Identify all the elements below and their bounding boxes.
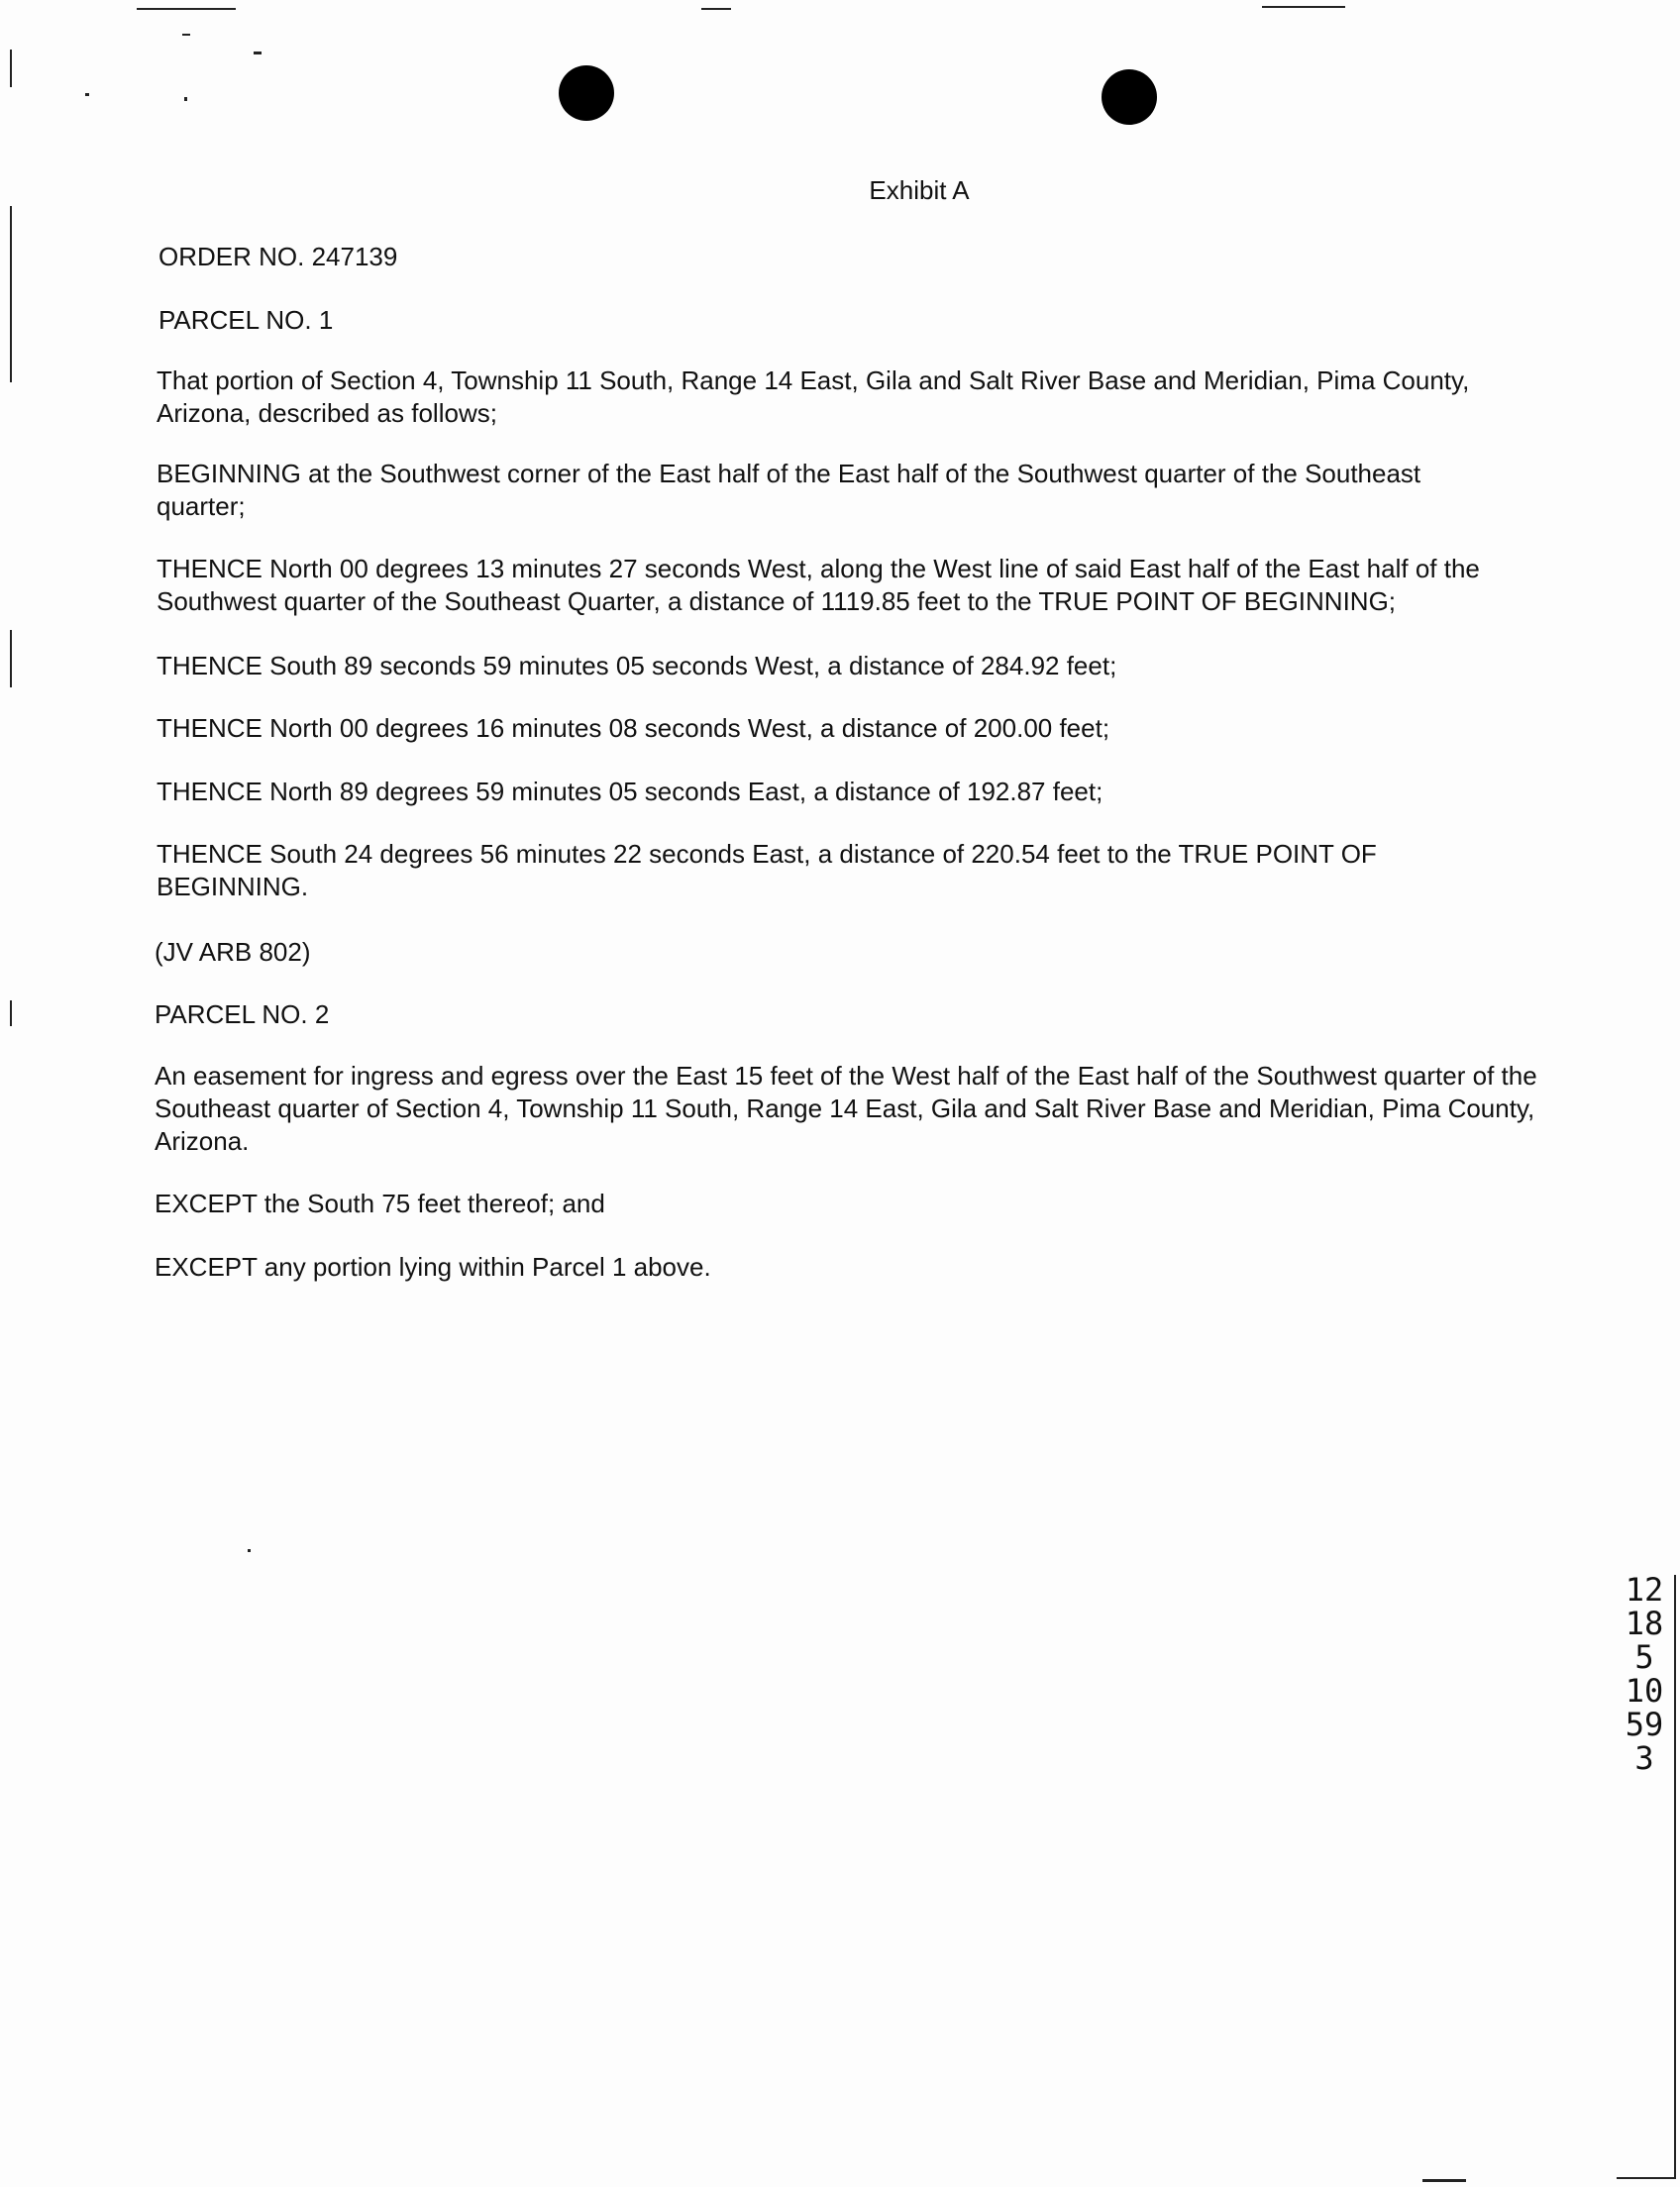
scan-line-top-center [701,8,731,10]
parcel-2-exception-1: EXCEPT the South 75 feet thereof; and [155,1189,605,1218]
scan-line-bottom-right [1617,2177,1676,2179]
scan-edge-left-3 [10,630,12,687]
scan-line-bottom-right [1422,2179,1466,2182]
parcel-1-course-3: THENCE North 00 degrees 16 minutes 08 seconds West, a distance of 200.00 feet; [157,713,1110,743]
parcel-1-description: That portion of Section 4, Township 11 South, Range 14 East, Gila and Salt River Base and Meridian, Pima County, Arizona, described as follows; [157,365,1470,428]
parcel-1-beginning: BEGINNING at the Southwest corner of the East half of the East half of the Southwest quarter of the Southeast quarter; [157,459,1421,521]
parcel-1-course-1: THENCE North 00 degrees 13 minutes 27 seconds West, along the West line of said East half of the East half of the Southwest quarter of the Southeast Quarter, a distance of 1119.85 feet to the TRUE POINT OF BEGINNING; [157,554,1480,616]
scan-speck [248,1549,251,1552]
parcel-2-description: An easement for ingress and egress over the East 15 feet of the West half of the East half of the Southwest quarter of the Southeast quarter of Section 4, Township 11 South, Range 14 East, Gila and Salt River Base and Meridian, Pima County, Arizona. [155,1061,1537,1156]
scan-edge-left-1 [10,50,12,87]
parcel-1-heading: PARCEL NO. 1 [158,305,334,335]
scan-speck [85,93,89,96]
scan-edge-left-2 [10,206,12,382]
parcel-2-heading: PARCEL NO. 2 [155,999,330,1029]
scan-edge-left-4 [10,1000,12,1026]
parcel-1-course-2: THENCE South 89 seconds 59 minutes 05 seconds West, a distance of 284.92 feet; [157,651,1117,680]
parcel-1-course-5: THENCE South 24 degrees 56 minutes 22 seconds East, a distance of 220.54 feet to the TRUE POINT OF BEGINNING. [157,839,1377,901]
parcel-1-reference: (JV ARB 802) [155,937,311,967]
scan-speck [254,52,262,54]
scan-line-top-right [1262,6,1345,8]
punch-hole [1102,69,1157,125]
order-number: ORDER NO. 247139 [158,242,398,271]
punch-hole [559,65,614,121]
parcel-2-exception-2: EXCEPT any portion lying within Parcel 1 above. [155,1252,711,1282]
recording-stamp: 12185 10593 [1625,1571,1664,1777]
parcel-1-course-4: THENCE North 89 degrees 59 minutes 05 seconds East, a distance of 192.87 feet; [157,777,1103,806]
exhibit-title: Exhibit A [869,175,970,205]
scan-speck [182,34,190,36]
scan-edge-right [1674,1575,1676,2179]
scan-speck [184,97,187,101]
scan-line-top-left [137,8,236,10]
